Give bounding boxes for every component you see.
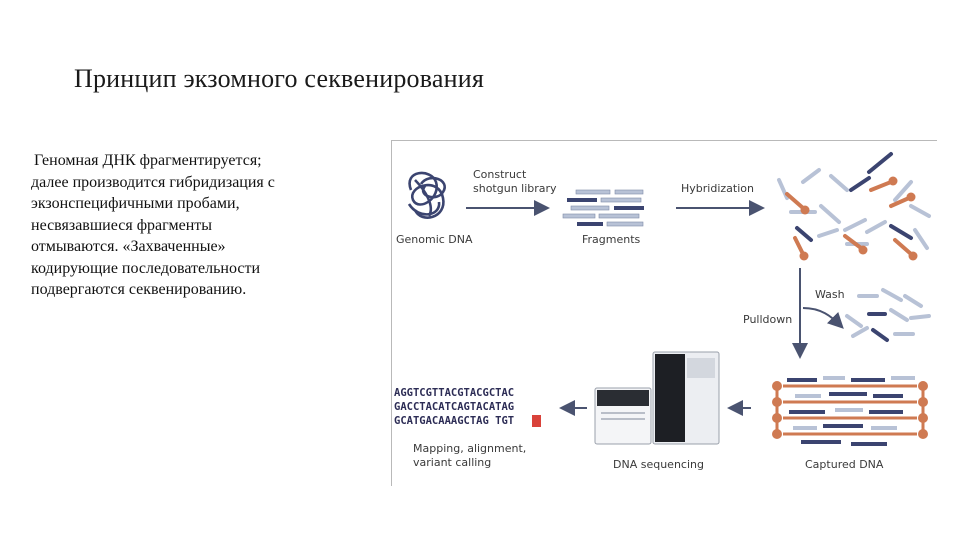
captured-dna-icon	[772, 376, 928, 446]
construct-label: shotgun library	[473, 182, 557, 195]
sequencer-machine-icon	[595, 352, 719, 444]
description-line: кодирующие последовательности	[31, 259, 261, 277]
arrow-wash	[803, 308, 841, 326]
fragments-label: Fragments	[582, 233, 641, 246]
captured-dna-label: Captured DNA	[805, 458, 884, 471]
sequence-read: AGGTCGTTACGTACGCTAC	[394, 387, 515, 399]
description-line: Геномная ДНК фрагментируется;	[34, 152, 262, 169]
slide-title: Принцип экзомного секвенирования	[74, 64, 484, 93]
description-text	[31, 150, 361, 301]
washed-fragments-icon	[847, 290, 929, 340]
hybridization-label: Hybridization	[681, 182, 754, 195]
sequence-read-part: GCATGACAAAGCTAG	[394, 415, 489, 427]
sequence-read: GACCTACATCAGTACATAG	[394, 401, 515, 413]
figure-border-left	[391, 140, 392, 486]
dna-sequencing-label: DNA sequencing	[613, 458, 704, 471]
mapping-label: Mapping, alignment,	[413, 442, 527, 455]
genomic-dna-label: Genomic DNA	[396, 233, 473, 246]
description-line: подвергаются секвенированию.	[31, 281, 247, 298]
pulldown-label: Pulldown	[743, 313, 793, 326]
wash-label: Wash	[815, 288, 845, 301]
variant-base: G	[488, 415, 496, 427]
genomic-dna-tangle-icon	[409, 173, 445, 218]
figure-border-top	[391, 140, 937, 141]
sequence-read-part: TGT	[495, 415, 515, 427]
variant-highlight	[532, 415, 541, 427]
construct-label: Construct	[473, 168, 527, 181]
diagram-svg	[391, 140, 937, 486]
mapping-label: variant calling	[413, 456, 492, 469]
sequence-read	[394, 415, 514, 427]
description-line: далее производится гибридизация с	[31, 173, 275, 191]
description-line: отмываются. «Захваченные»	[31, 238, 226, 255]
description-line: экзонспецифичными пробами,	[31, 195, 240, 212]
exome-sequencing-diagram	[391, 140, 937, 486]
description-line: несвязавшиеся фрагменты	[31, 216, 213, 234]
hybridization-mixture-icon	[779, 154, 929, 261]
fragments-icon	[563, 190, 644, 226]
